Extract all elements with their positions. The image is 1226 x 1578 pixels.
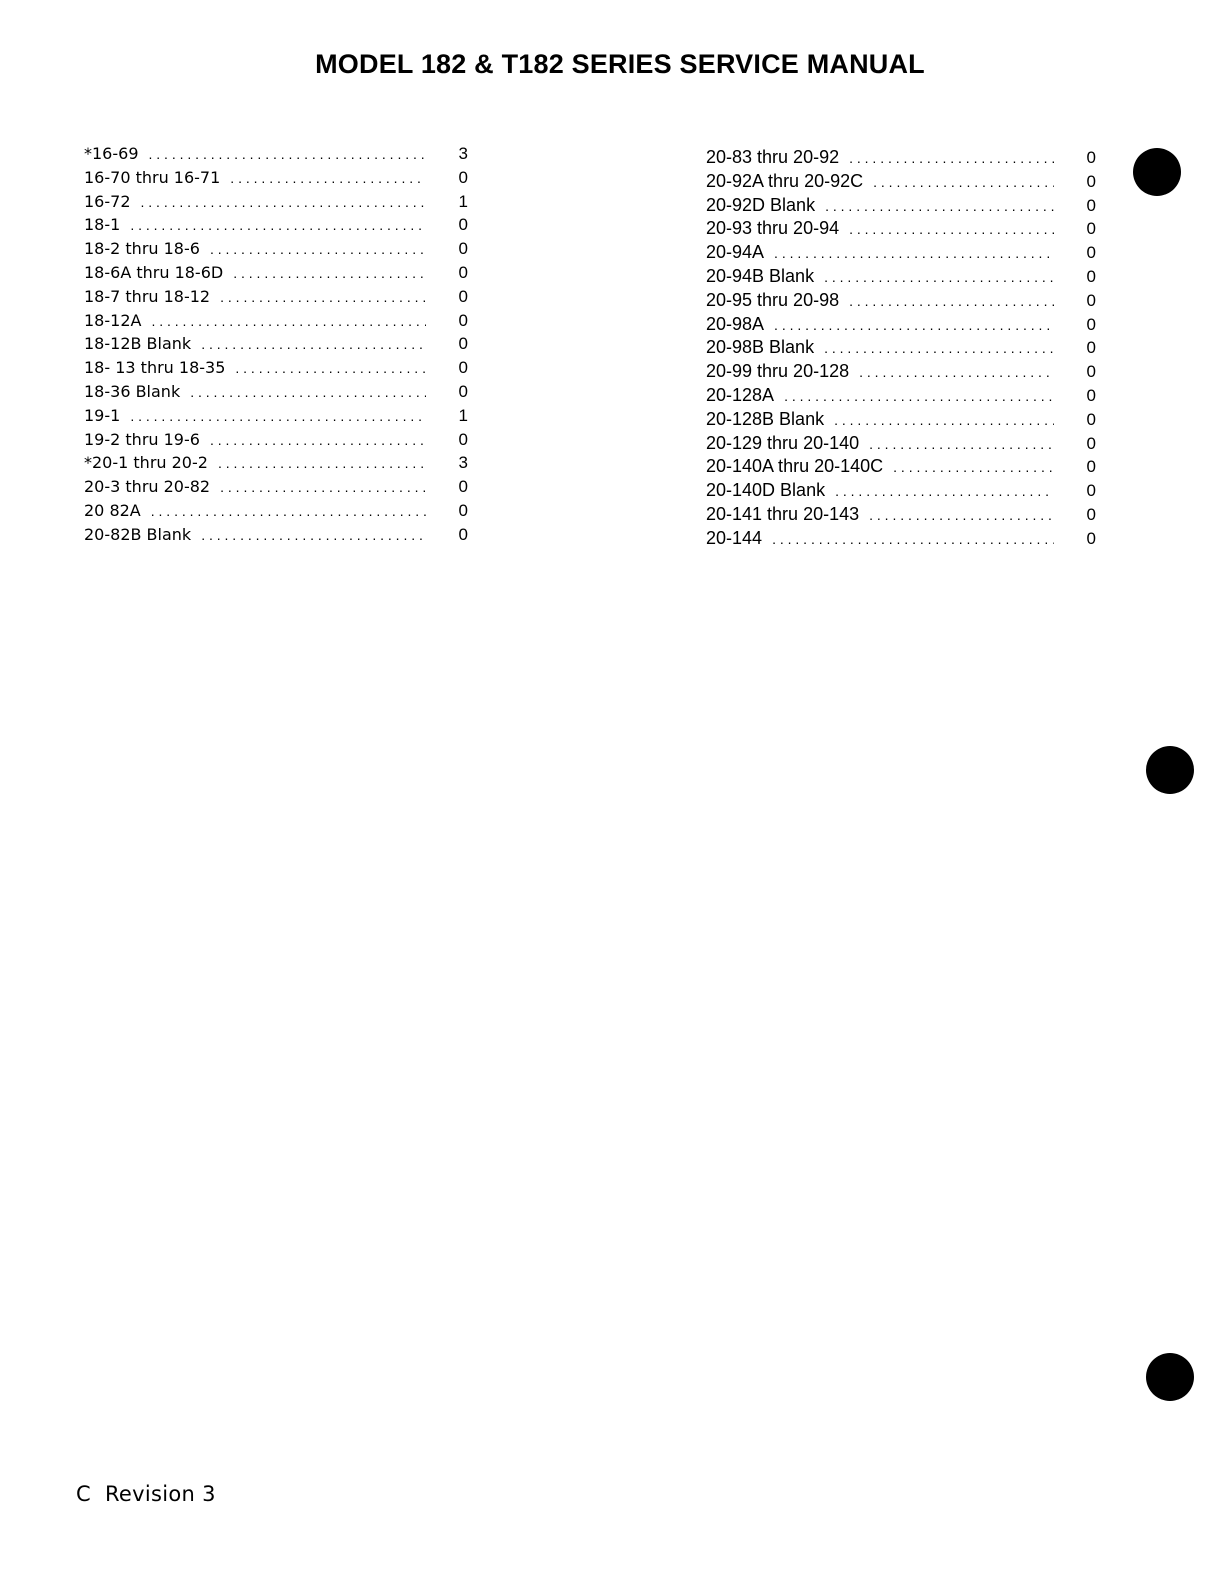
revision-number: 0 [458, 262, 468, 282]
dot-leader [141, 191, 427, 215]
revision-number: 3 [458, 453, 468, 473]
page-range-label: *16-69 [84, 144, 139, 163]
effectivity-row [706, 527, 1096, 551]
effectivity-row [84, 380, 468, 404]
page-range-label: 18-36 Blank [84, 381, 181, 401]
revision-number: 0 [458, 239, 468, 259]
revision-number: 0 [458, 167, 468, 187]
effectivity-row [84, 523, 468, 547]
dot-leader [784, 385, 1054, 409]
dot-leader [824, 337, 1054, 361]
dot-leader [220, 476, 426, 500]
effectivity-row [706, 265, 1096, 289]
page-range-label: 18-1 [84, 215, 121, 235]
effectivity-row [84, 142, 468, 166]
dot-leader [201, 524, 426, 548]
page-range-label: 20-94B Blank [706, 265, 815, 286]
dot-leader [859, 361, 1054, 385]
dot-leader [835, 480, 1054, 504]
page-range-label: *20-1 thru 20-2 [84, 453, 208, 473]
effectivity-row [706, 503, 1096, 527]
revision-number: 0 [1086, 528, 1096, 548]
revision-number: 1 [458, 191, 468, 211]
revision-number: 0 [458, 334, 468, 354]
revision-number: 0 [1086, 171, 1096, 191]
dot-leader [824, 266, 1054, 290]
effectivity-row [84, 428, 468, 452]
revision-number: 3 [458, 144, 468, 163]
revision-number: 0 [1086, 266, 1096, 286]
page-range-label: 20-83 thru 20-92 [706, 147, 840, 167]
effectivity-list-left [84, 142, 468, 547]
effectivity-row [84, 499, 468, 523]
page-footer [76, 1482, 216, 1506]
dot-leader [834, 409, 1054, 433]
revision-number: 0 [1086, 481, 1096, 501]
dot-leader [218, 452, 426, 476]
page-range-label: 19-2 thru 19-6 [84, 429, 200, 449]
revision-number: 0 [1086, 433, 1096, 453]
page-range-label: 18-12A [84, 310, 142, 330]
binder-hole-icon [1133, 148, 1181, 196]
dot-leader [151, 310, 426, 334]
effectivity-row [706, 194, 1096, 218]
dot-leader [149, 143, 427, 167]
dot-leader [774, 242, 1054, 266]
page-range-label: 20-82B Blank [84, 524, 192, 544]
dot-leader [774, 314, 1054, 338]
effectivity-row [84, 356, 468, 380]
effectivity-row [706, 217, 1096, 241]
dot-leader [233, 262, 426, 286]
revision-number: 0 [1086, 409, 1096, 429]
revision-number: 0 [1086, 219, 1096, 239]
effectivity-row [84, 451, 468, 475]
effectivity-row [706, 432, 1096, 456]
effectivity-row [706, 289, 1096, 313]
revision-number: 0 [1086, 148, 1096, 167]
page-range-label: 18-2 thru 18-6 [84, 239, 200, 259]
revision-number: 0 [458, 381, 468, 401]
effectivity-row [706, 170, 1096, 194]
dot-leader [873, 171, 1054, 195]
revision-number: 0 [1086, 385, 1096, 405]
page-range-label: 16-70 thru 16-71 [84, 167, 221, 187]
dot-leader [190, 381, 426, 405]
effectivity-row [706, 360, 1096, 384]
effectivity-list-right [706, 146, 1096, 551]
revision-number: 0 [1086, 338, 1096, 358]
page-range-label: 20 82A [84, 500, 141, 520]
binder-hole-icon [1146, 1353, 1194, 1401]
footer-page-letter: C [76, 1482, 91, 1506]
revision-number: 0 [1086, 195, 1096, 215]
dot-leader [772, 528, 1054, 552]
dot-leader [130, 405, 426, 429]
page-range-label: 20-140A thru 20-140C [706, 456, 884, 477]
dot-leader [210, 238, 426, 262]
effectivity-row [706, 146, 1096, 170]
binder-hole-icon [1146, 746, 1194, 794]
effectivity-row [706, 241, 1096, 265]
revision-number: 0 [1086, 314, 1096, 334]
revision-number: 0 [458, 500, 468, 520]
page-range-label: 20-128A [706, 384, 775, 405]
page-range-label: 20-92A thru 20-92C [706, 170, 864, 191]
page-range-label: 18-6A thru 18-6D [84, 262, 224, 282]
revision-number: 0 [1086, 362, 1096, 382]
page-range-label: 20-93 thru 20-94 [706, 218, 840, 239]
dot-leader [825, 195, 1054, 219]
page-range-label: 20-144 [706, 527, 763, 548]
effectivity-row [84, 190, 468, 214]
effectivity-row [706, 313, 1096, 337]
effectivity-row [84, 285, 468, 309]
revision-number: 0 [458, 310, 468, 330]
effectivity-row [706, 336, 1096, 360]
page-range-label: 20-98A [706, 313, 765, 334]
effectivity-row [706, 479, 1096, 503]
page-range-label: 20-92D Blank [706, 194, 816, 215]
effectivity-row [84, 332, 468, 356]
effectivity-row [706, 408, 1096, 432]
revision-number: 0 [458, 477, 468, 497]
revision-number: 0 [1086, 290, 1096, 310]
effectivity-row [84, 261, 468, 285]
effectivity-row [84, 237, 468, 261]
effectivity-row [84, 475, 468, 499]
dot-leader [235, 357, 426, 381]
page-range-label: 16-72 [84, 191, 131, 211]
effectivity-row [706, 384, 1096, 408]
footer-revision: Revision 3 [104, 1482, 216, 1506]
page-range-label: 19-1 [84, 405, 121, 425]
page-range-label: 20-99 thru 20-128 [706, 361, 850, 382]
effectivity-row [706, 455, 1096, 479]
revision-number: 0 [1086, 504, 1096, 524]
page-range-label: 20-128B Blank [706, 408, 825, 429]
effectivity-row [84, 213, 468, 237]
page-range-label: 18- 13 thru 18-35 [84, 358, 226, 378]
effectivity-row [84, 404, 468, 428]
revision-number: 0 [458, 429, 468, 449]
dot-leader [869, 504, 1054, 528]
dot-leader [210, 429, 426, 453]
revision-number: 0 [458, 358, 468, 378]
page-range-label: 20-141 thru 20-143 [706, 503, 860, 524]
page-range-label: 20-94A [706, 242, 765, 263]
page-range-label: 20-140D Blank [706, 480, 826, 501]
revision-number: 0 [458, 286, 468, 306]
dot-leader [849, 290, 1054, 314]
revision-number: 0 [458, 215, 468, 235]
page-range-label: 18-7 thru 18-12 [84, 286, 211, 306]
dot-leader [869, 433, 1054, 457]
page-range-label: 20-3 thru 20-82 [84, 477, 211, 497]
revision-number: 0 [1086, 243, 1096, 263]
page-range-label: 20-95 thru 20-98 [706, 289, 840, 310]
dot-leader [893, 456, 1054, 480]
revision-number: 1 [458, 405, 468, 425]
dot-leader [849, 218, 1054, 242]
effectivity-row [84, 166, 468, 190]
page-title: MODEL 182 & T182 SERIES SERVICE MANUAL [315, 49, 925, 79]
effectivity-row [84, 309, 468, 333]
dot-leader [130, 214, 426, 238]
dot-leader [151, 500, 426, 524]
dot-leader [220, 286, 426, 310]
revision-number: 0 [458, 524, 468, 544]
dot-leader [849, 147, 1054, 171]
page-range-label: 18-12B Blank [84, 334, 192, 354]
page-range-label: 20-129 thru 20-140 [706, 432, 860, 453]
page-range-label: 20-98B Blank [706, 337, 815, 358]
dot-leader [201, 333, 426, 357]
dot-leader [230, 167, 426, 191]
revision-number: 0 [1086, 457, 1096, 477]
